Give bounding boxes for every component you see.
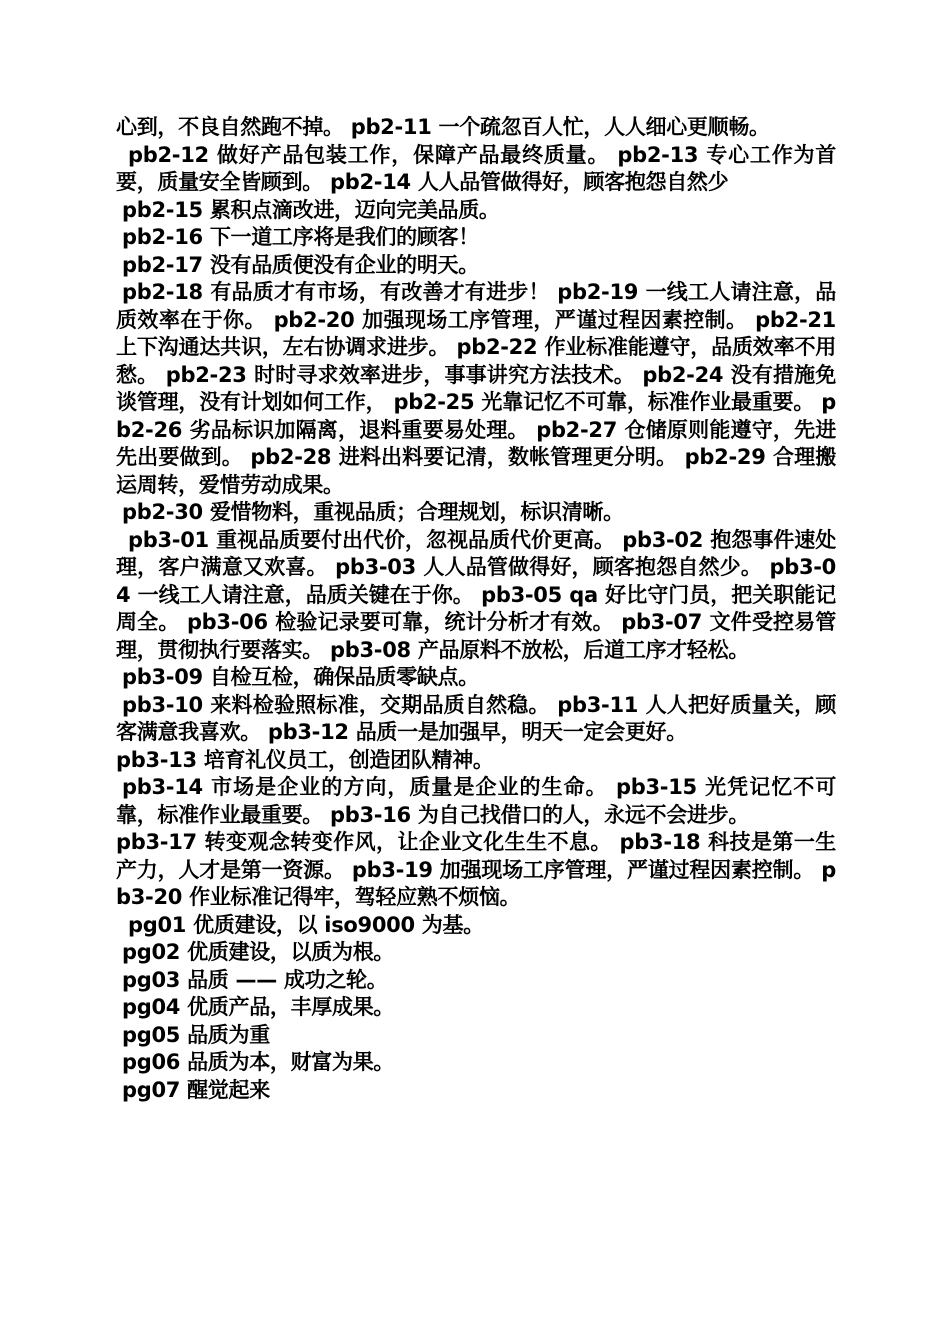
paragraph: pb3-17 转变观念转变作风，让企业文化生生不息。 pb3-18 科技是第一生产力，人才是第一资源。 pb3-19 加强现场工序管理，严谨过程因素控制。 pb3-20 作业标准记得牢，驾轻应熟不烦恼。	[116, 830, 836, 909]
paragraph: pb3-14 市场是企业的方向，质量是企业的生命。 pb3-15 光凭记忆不可靠，标准作业最重要。 pb3-16 为自己找借口的人，永远不会进步。	[116, 775, 836, 827]
paragraph: pb3-13 培育礼仪员工，创造团队精神。	[116, 747, 494, 772]
paragraph: pb2-30 爱惜物料，重视品质；合理规划，标识清晰。	[122, 500, 624, 524]
paragraph: pb2-17 没有品质便没有企业的明天。	[122, 252, 479, 277]
paragraph: pg01 优质建设，以 iso9000 为基。	[128, 912, 484, 937]
document-body	[116, 114, 836, 1104]
paragraph: pb2-16 下一道工序将是我们的顾客！	[122, 225, 479, 249]
paragraph: pb3-09 自检互检，确保品质零缺点。	[122, 665, 479, 689]
paragraph: pg02 优质建设，以质为根。	[122, 940, 395, 964]
paragraph: pb3-10 来料检验照标准，交期品质自然稳。 pb3-11 人人把好质量关，顾客满意我喜欢。 pb3-12 品质一是加强早，明天一定会更好。	[116, 692, 836, 744]
paragraph: pg04 优质产品，丰厚成果。	[122, 995, 395, 1019]
paragraph: pb2-18 有品质才有市场，有改善才有进步！ pb2-19 一线工人请注意，品质效率在于你。 pb2-20 加强现场工序管理，严谨过程因素控制。 pb2-21 上下沟通达共识，左右协调求进步。 pb2-22 作业标准能遵守，品质效率不用愁。 pb2-23 时时寻求效率进步，事事讲究方法技术。 pb2-24 没有措施免谈管理，没有计划如何工作， pb2-25 光靠记忆不可靠，标准作业最重要。 pb2-26 劣品标识加隔离，退料重要易处理。 pb2-27 仓储原则能遵守，先进先出要做到。 pb2-28 进料出料要记清，数帐管理更分明。 pb2-29 合理搬运周转，爱惜劳动成果。	[116, 280, 836, 497]
paragraph: pg03 品质 —— 成功之轮。	[122, 967, 388, 992]
paragraph: pb2-12 做好产品包装工作，保障产品最终质量。 pb2-13 专心工作为首要，质量安全皆顾到。 pb2-14 人人品管做得好，顾客抱怨自然少	[116, 142, 836, 194]
paragraph: pb2-15 累积点滴改进，迈向完美品质。	[122, 197, 500, 222]
paragraph: pg06 品质为本，财富为果。	[122, 1050, 395, 1074]
paragraph: pb3-01 重视品质要付出代价，忽视品质代价更高。 pb3-02 抱怨事件速处理，客户满意又欢喜。 pb3-03 人人品管做得好，顾客抱怨自然少。 pb3-04 一线工人请注意，品质关键在于你。 pb3-05 qa 好比守门员，把关职能记周全。 pb3-06 检验记录要可靠，统计分析才有效。 pb3-07 文件受控易管理，贯彻执行要落实。 pb3-08 产品原料不放松，后道工序才轻松。	[116, 527, 836, 662]
paragraph: 心到，不良自然跑不掉。 pb2-11 一个疏忽百人忙，人人细心更顺畅。	[116, 115, 770, 139]
paragraph: pg05 品质为重	[122, 1022, 270, 1047]
paragraph: pg07 醒觉起来	[122, 1077, 270, 1102]
